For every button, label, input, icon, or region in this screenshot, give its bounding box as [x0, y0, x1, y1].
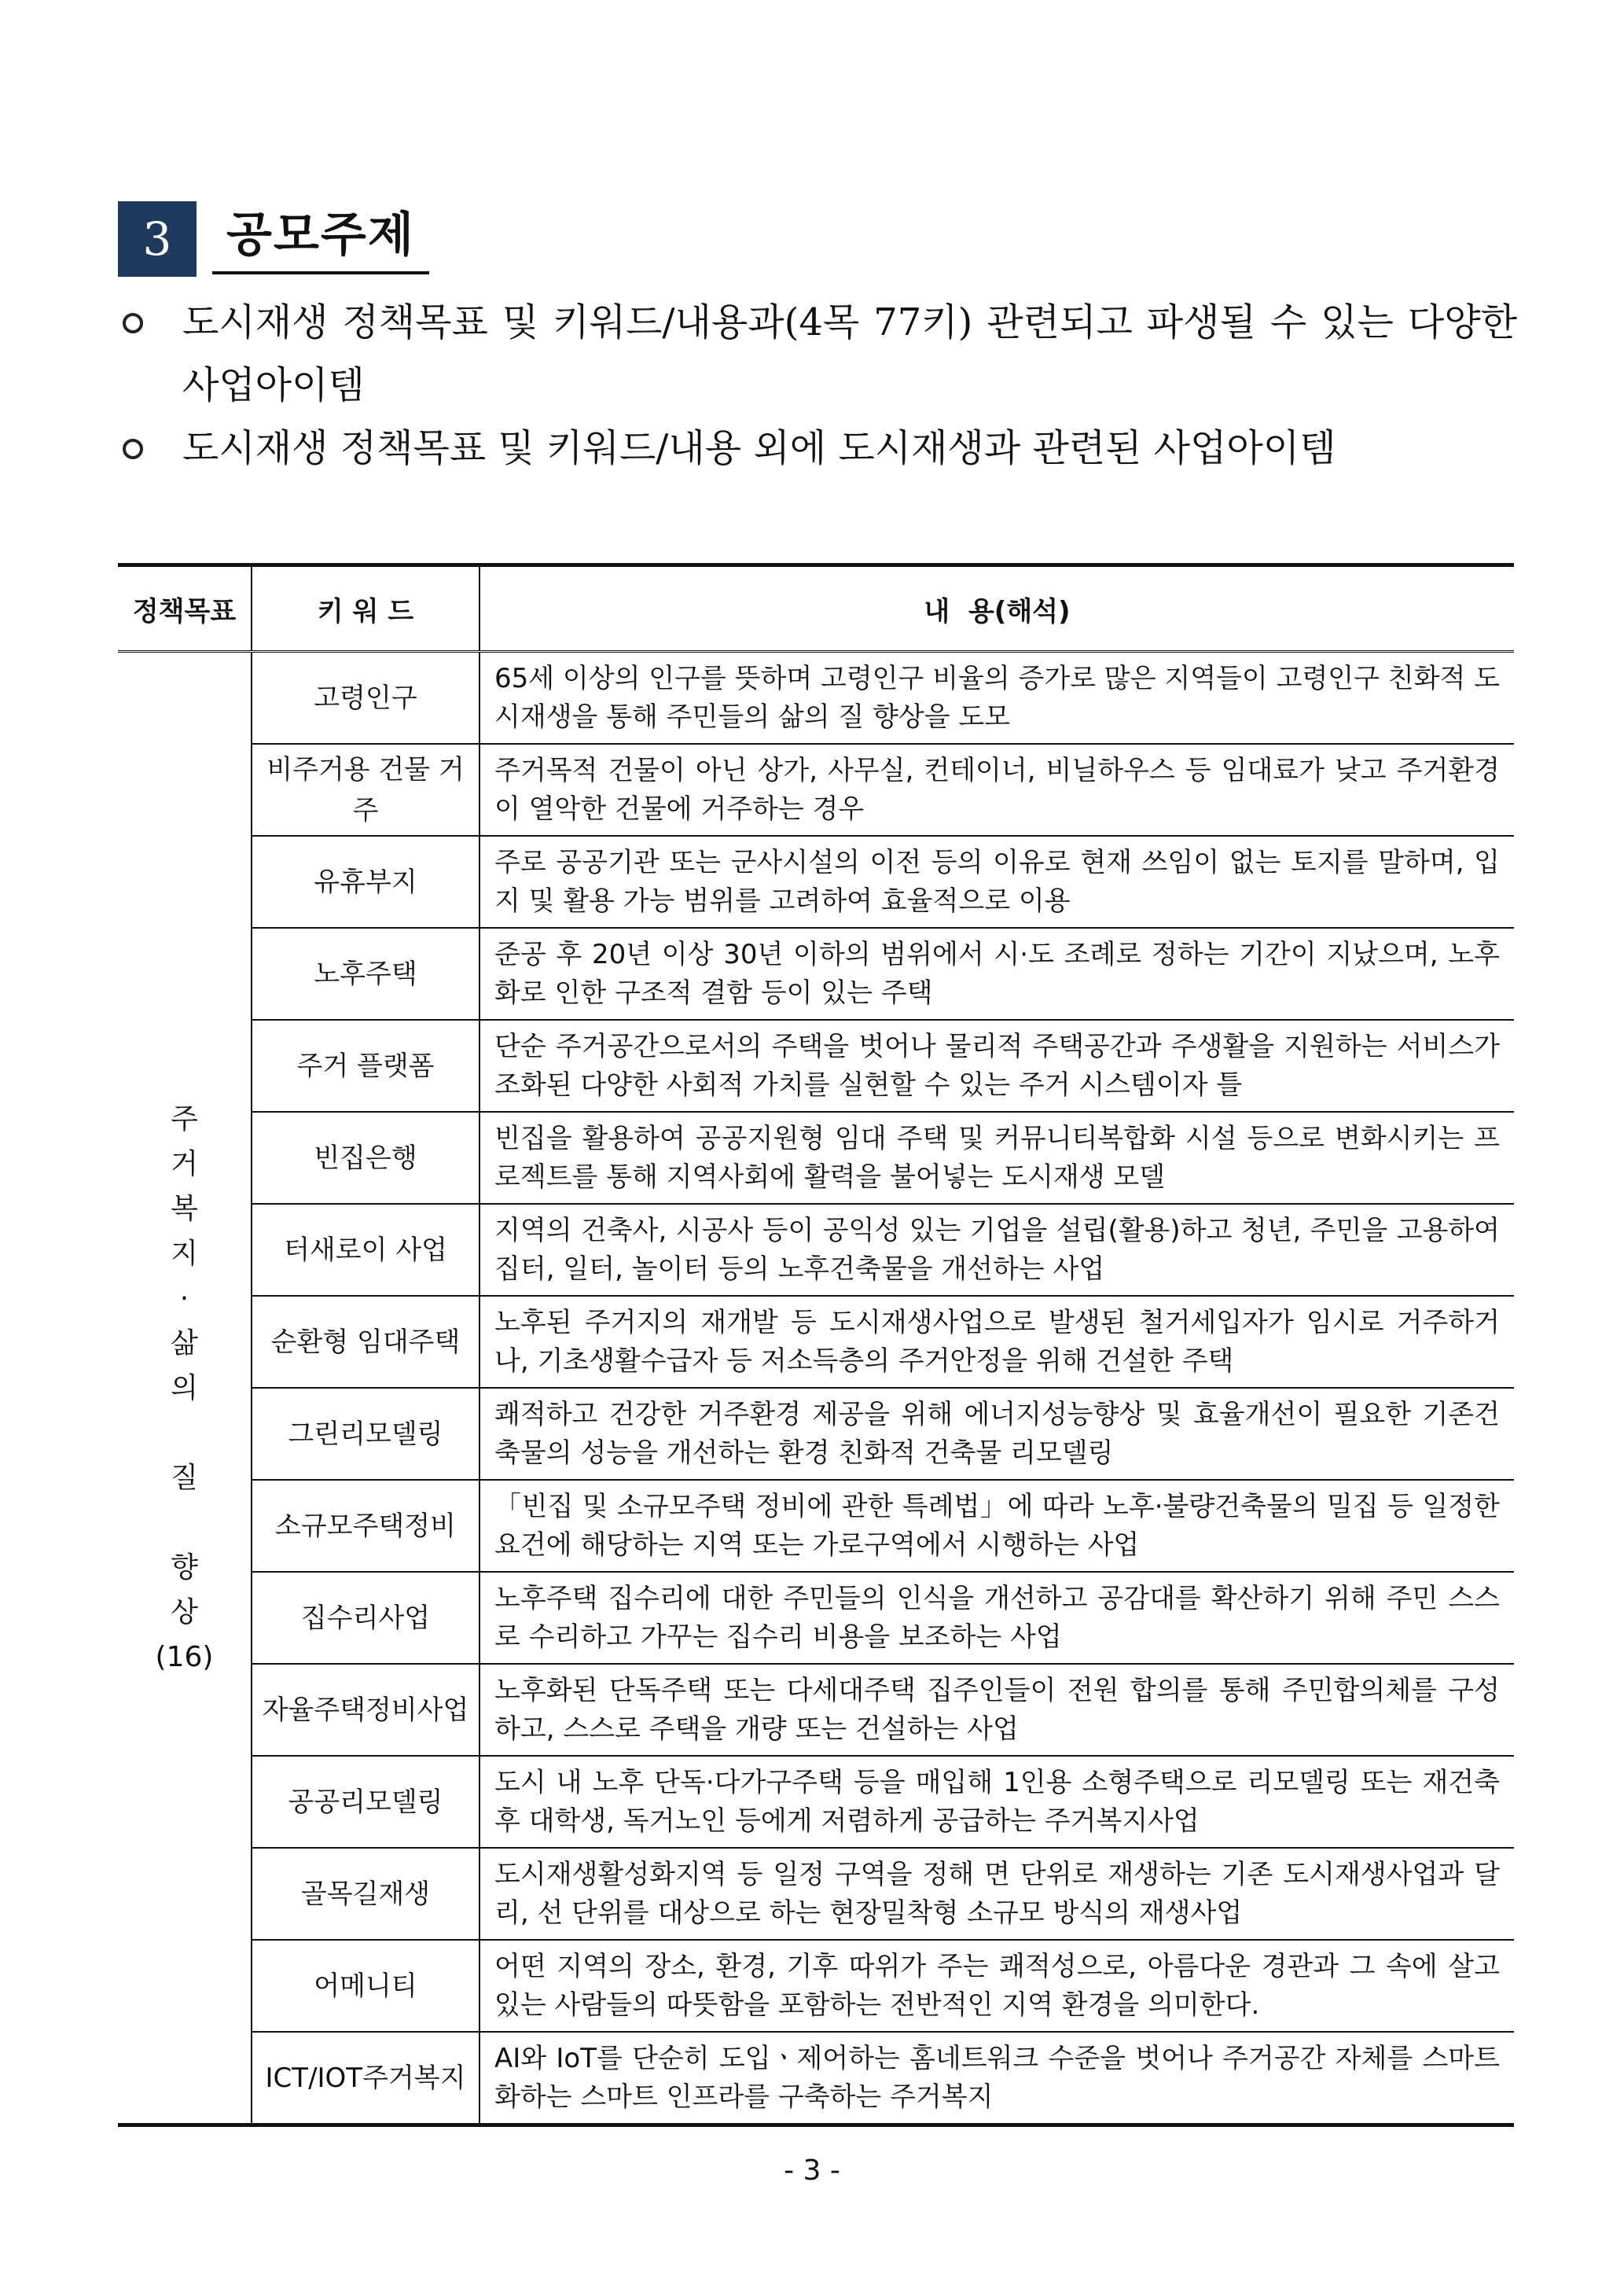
keyword-cell: 유휴부지 [252, 836, 479, 928]
section-title: 공모주제 [212, 204, 429, 274]
description-cell: 도시 내 노후 단독·다가구주택 등을 매입해 1인용 소형주택으로 리모델링 또는 재건축 후 대학생, 독거노인 등에게 저렴하게 공급하는 주거복지사업 [479, 1756, 1514, 1848]
description-cell: 도시재생활성화지역 등 일정 구역을 정해 면 단위로 재생하는 기존 도시재생사업과 달리, 선 단위를 대상으로 하는 현장밀착형 소규모 방식의 재생사업 [479, 1848, 1514, 1940]
bullet-text: 도시재생 정책목표 및 키워드/내용 외에 도시재생과 관련된 사업아이템 [182, 426, 1336, 470]
table-row [118, 1480, 1514, 1572]
table-row [118, 1848, 1514, 1940]
keyword-cell: 어메니티 [252, 1940, 479, 2032]
keyword-cell: 그린리모델링 [252, 1388, 479, 1480]
description-cell: 노후주택 집수리에 대한 주민들의 인식을 개선하고 공감대를 확산하기 위해 주민 스스로 수리하고 가꾸는 집수리 비용을 보조하는 사업 [479, 1572, 1514, 1664]
policy-goal-char: 복 [171, 1192, 198, 1225]
table-row [118, 1664, 1514, 1756]
keyword-cell: 소규모주택정비 [252, 1480, 479, 1572]
description-cell: 「빈집 및 소규모주택 정비에 관한 특례법」에 따라 노후·불량건축물의 밀집 등 일정한 요건에 해당하는 지역 또는 가로구역에서 시행하는 사업 [479, 1480, 1514, 1572]
policy-goal-char: · [179, 1282, 189, 1315]
keyword-cell: 공공리모델링 [252, 1756, 479, 1848]
description-cell: 노후된 주거지의 재개발 등 도시재생사업으로 발생된 철거세입자가 임시로 거주하거나, 기초생활수급자 등 저소득층의 주거안정을 위해 건설한 주택 [479, 1296, 1514, 1388]
keyword-cell: 노후주택 [252, 928, 479, 1020]
section-number: 3 [118, 201, 197, 277]
description-cell: 지역의 건축사, 시공사 등이 공익성 있는 기업을 설립(활용)하고 청년, 주민을 고용하여 집터, 일터, 놀이터 등의 노후건축물을 개선하는 사업 [479, 1204, 1514, 1296]
table-row [118, 1296, 1514, 1388]
table-row [118, 1940, 1514, 2032]
table-row [118, 1112, 1514, 1204]
description-cell: 준공 후 20년 이상 30년 이하의 범위에서 시·도 조례로 정하는 기간이 지났으며, 노후화로 인한 구조적 결함 등이 있는 주택 [479, 928, 1514, 1020]
table-row [118, 1204, 1514, 1296]
bullet-list [118, 291, 1517, 480]
header-goal: 정책목표 [118, 565, 252, 652]
table-row [118, 1572, 1514, 1664]
policy-goal-char [118, 1411, 251, 1455]
description-cell: 주거목적 건물이 아닌 상가, 사무실, 컨테이너, 비닐하우스 등 임대료가 낮고 주거환경이 열악한 건물에 거주하는 경우 [479, 744, 1514, 836]
bullet-item [118, 417, 1517, 480]
policy-goal-cell [118, 652, 252, 2125]
circle-bullet-icon [123, 313, 143, 333]
description-cell: AI와 IoT를 단순히 도입ㆍ제어하는 홈네트워크 수준을 벗어나 주거공간 자체를 스마트화하는 스마트 인프라를 구축하는 주거복지 [479, 2032, 1514, 2125]
policy-goal-char: 질 [171, 1461, 198, 1494]
keyword-cell: 주거 플랫폼 [252, 1020, 479, 1112]
description-cell: 어떤 지역의 장소, 환경, 기후 따위가 주는 쾌적성으로, 아름다운 경관과 그 속에 살고 있는 사람들의 따뜻함을 포함하는 전반적인 지역 환경을 의미한다. [479, 1940, 1514, 2032]
table-row [118, 1020, 1514, 1112]
bullet-item [118, 291, 1517, 417]
policy-goal-char: 주 [171, 1102, 198, 1135]
policy-goal-char: 상 [171, 1595, 198, 1628]
keyword-cell: 집수리사업 [252, 1572, 479, 1664]
keyword-cell: 순환형 임대주택 [252, 1296, 479, 1388]
circle-bullet-icon [123, 439, 143, 459]
table-row [118, 1388, 1514, 1480]
keyword-cell: ICT/IOT주거복지 [252, 2032, 479, 2125]
keyword-cell: 고령인구 [252, 652, 479, 745]
description-cell: 주로 공공기관 또는 군사시설의 이전 등의 이유로 현재 쓰임이 없는 토지를 말하며, 입지 및 활용 가능 범위를 고려하여 효율적으로 이용 [479, 836, 1514, 928]
policy-goal-char: 의 [171, 1371, 198, 1404]
description-cell: 쾌적하고 건강한 거주환경 제공을 위해 에너지성능향상 및 효율개선이 필요한 기존건축물의 성능을 개선하는 환경 친화적 건축물 리모델링 [479, 1388, 1514, 1480]
table-row [118, 1756, 1514, 1848]
table-row [118, 744, 1514, 836]
table-row [118, 652, 1514, 745]
policy-goal-char: 지 [171, 1237, 198, 1270]
header-keyword: 키 워 드 [252, 565, 479, 652]
table-row [118, 2032, 1514, 2125]
keyword-cell: 비주거용 건물 거주 [252, 744, 479, 836]
table-row [118, 928, 1514, 1020]
keyword-cell: 자율주택정비사업 [252, 1664, 479, 1756]
table-row [118, 836, 1514, 928]
page-number: - 3 - [784, 2154, 840, 2187]
keyword-cell: 골목길재생 [252, 1848, 479, 1940]
policy-goal-char [118, 1500, 251, 1545]
keyword-table [118, 563, 1514, 2127]
policy-goal-char: 삶 [171, 1326, 198, 1360]
bullet-text: 도시재생 정책목표 및 키워드/내용과(4목 77키) 관련되고 파생될 수 있는 다양한 사업아이템 [182, 300, 1517, 407]
table-header-row [118, 565, 1514, 652]
description-cell: 빈집을 활용하여 공공지원형 임대 주택 및 커뮤니티복합화 시설 등으로 변화시키는 프로젝트를 통해 지역사회에 활력을 불어넣는 도시재생 모델 [479, 1112, 1514, 1204]
policy-goal-char: 향 [171, 1551, 198, 1584]
keyword-cell: 터새로이 사업 [252, 1204, 479, 1296]
table-body [118, 652, 1514, 2125]
header-content: 내 용(해석) [479, 565, 1514, 652]
description-cell: 단순 주거공간으로서의 주택을 벗어나 물리적 주택공간과 주생활을 지원하는 서비스가 조화된 다양한 사회적 가치를 실현할 수 있는 주거 시스템이자 틀 [479, 1020, 1514, 1112]
section-heading [118, 201, 429, 277]
description-cell: 65세 이상의 인구를 뜻하며 고령인구 비율의 증가로 많은 지역들이 고령인구 친화적 도시재생을 통해 주민들의 삶의 질 향상을 도모 [479, 652, 1514, 745]
keyword-cell: 빈집은행 [252, 1112, 479, 1204]
policy-goal-char: 거 [171, 1147, 198, 1180]
description-cell: 노후화된 단독주택 또는 다세대주택 집주인들이 전원 합의를 통해 주민합의체를 구성하고, 스스로 주택을 개량 또는 건설하는 사업 [479, 1664, 1514, 1756]
policy-goal-char: (16) [155, 1640, 214, 1673]
